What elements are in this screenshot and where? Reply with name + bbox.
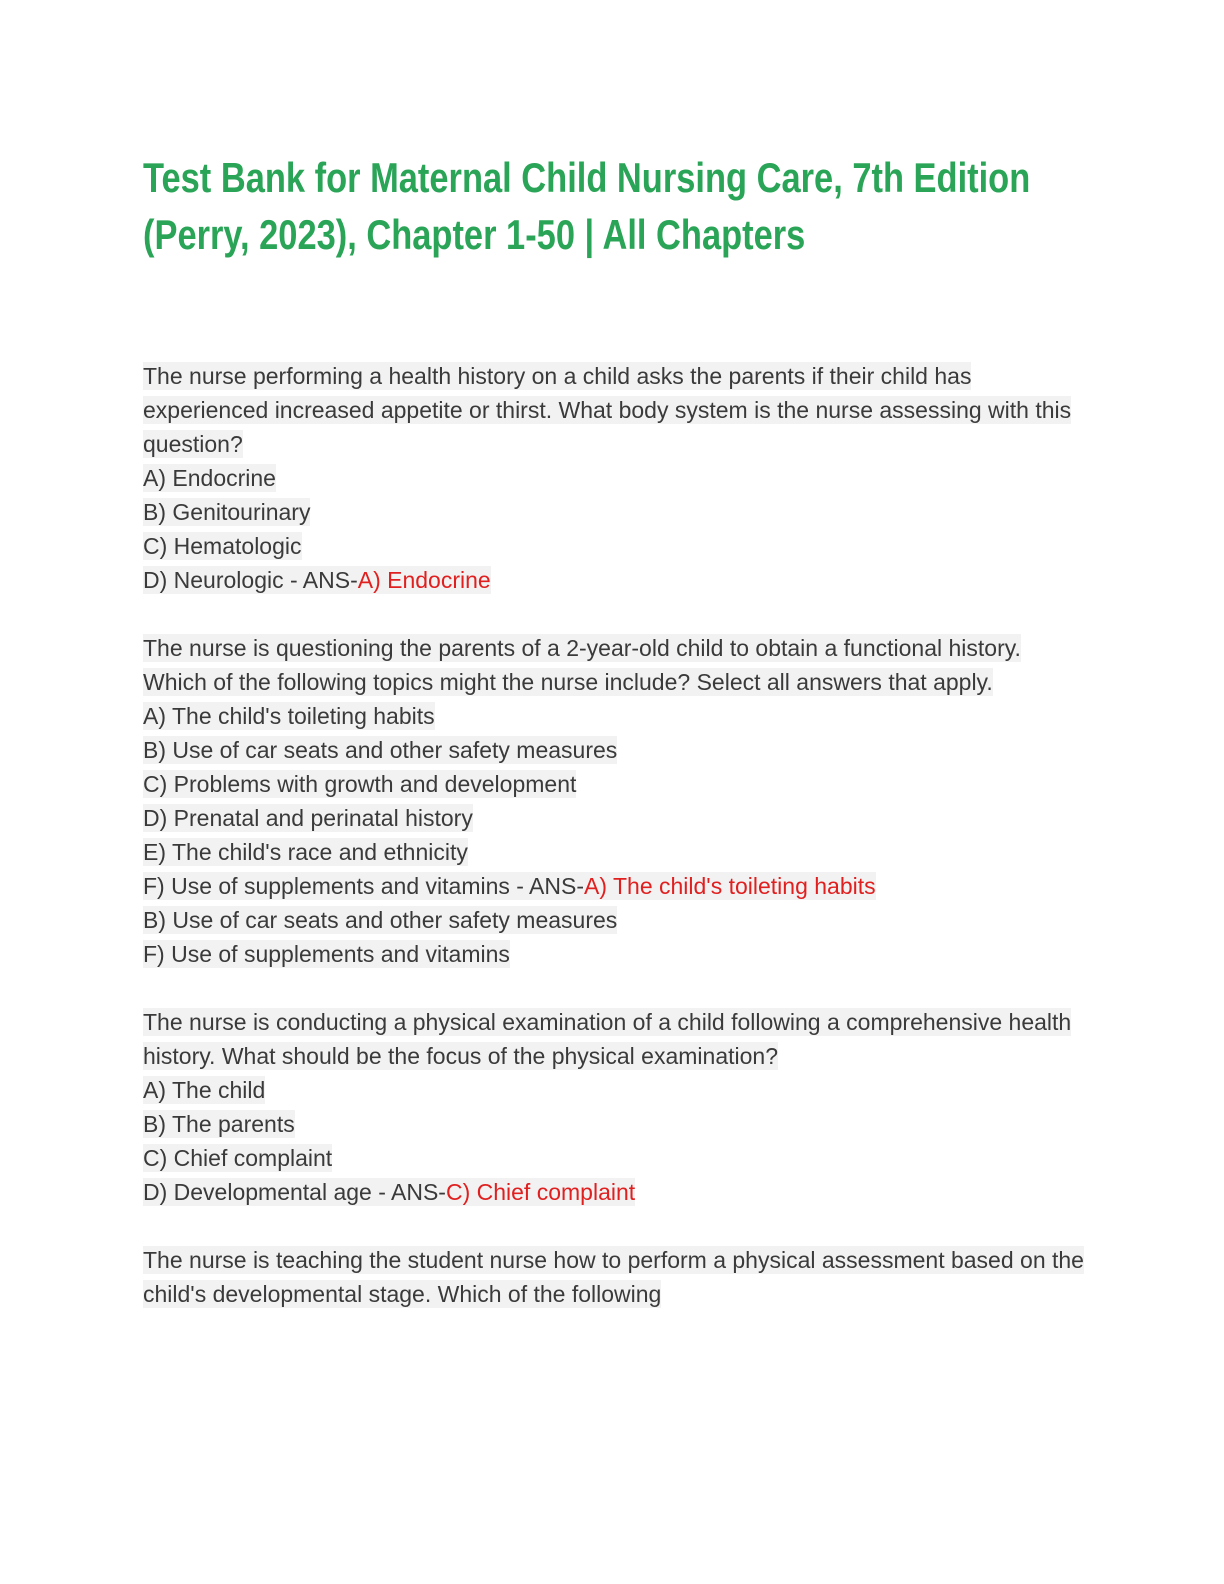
option-text: B) Use of car seats and other safety measures: [143, 737, 618, 764]
question-stem: [143, 1005, 1084, 1073]
question-stem: [143, 631, 1084, 699]
option-text: B) Genitourinary: [143, 499, 311, 526]
option-text: C) Chief complaint: [143, 1145, 333, 1172]
question-stem-text: The nurse is conducting a physical examination of a child following a comprehensive health history. What should be the focus of the physical examination?: [143, 1009, 1072, 1070]
option-text: A) The child: [143, 1077, 266, 1104]
answer-prefix: D) Neurologic - ANS-: [143, 567, 358, 594]
option-line: [143, 461, 1084, 495]
answer-continuation-text: F) Use of supplements and vitamins: [143, 941, 510, 968]
answer-line: [143, 563, 1084, 597]
answer-continuation-line: [143, 937, 1084, 971]
option-line: [143, 801, 1084, 835]
option-text: E) The child's race and ethnicity: [143, 839, 468, 866]
document-title-line-2: (Perry, 2023), Chapter 1-50 | All Chapters: [143, 210, 806, 258]
answer-continuation-text: B) Use of car seats and other safety measures: [143, 907, 618, 934]
option-text: C) Hematologic: [143, 533, 302, 560]
option-line: [143, 767, 1084, 801]
answer-prefix: F) Use of supplements and vitamins - ANS-: [143, 873, 584, 900]
answer-line: [143, 869, 1084, 903]
answer-continuation-line: [143, 903, 1084, 937]
document-title-line-1: Test Bank for Maternal Child Nursing Care, 7th Edition: [143, 154, 1031, 201]
option-line: [143, 1073, 1084, 1107]
option-line: [143, 495, 1084, 529]
question-stem: [143, 359, 1084, 461]
option-line: [143, 733, 1084, 767]
question-stem-text: The nurse is questioning the parents of a 2-year-old child to obtain a functional history. Which of the following topics might the nurse include? Select all answers that apply.: [143, 635, 1021, 696]
question-stem: [143, 1243, 1084, 1311]
question-block-1: [143, 359, 1084, 597]
question-block-4: [143, 1243, 1084, 1311]
document-title: [143, 150, 1084, 263]
option-text: C) Problems with growth and development: [143, 771, 577, 798]
option-text: B) The parents: [143, 1111, 295, 1138]
option-line: [143, 699, 1084, 733]
option-text: A) Endocrine: [143, 465, 276, 492]
option-line: [143, 1141, 1084, 1175]
answer-line-text: [143, 872, 876, 900]
answer-line-text: [143, 1178, 635, 1206]
question-block-3: [143, 1005, 1084, 1209]
answer-line-text: [143, 566, 491, 594]
answer-prefix: D) Developmental age - ANS-: [143, 1179, 446, 1206]
answer-text: A) The child's toileting habits: [584, 873, 876, 900]
question-block-2: [143, 631, 1084, 971]
answer-text: C) Chief complaint: [445, 1179, 636, 1206]
question-stem-text: The nurse performing a health history on a child asks the parents if their child has experienced increased appetite or thirst. What body system is the nurse assessing with this question?: [143, 363, 1072, 458]
option-text: A) The child's toileting habits: [143, 703, 435, 730]
option-line: [143, 529, 1084, 563]
answer-text: A) Endocrine: [357, 567, 491, 594]
option-text: D) Prenatal and perinatal history: [143, 805, 473, 832]
answer-line: [143, 1175, 1084, 1209]
option-line: [143, 1107, 1084, 1141]
question-stem-text: The nurse is teaching the student nurse how to perform a physical assessment based on the child's developmental stage. Which of the following: [143, 1247, 1084, 1308]
option-line: [143, 835, 1084, 869]
